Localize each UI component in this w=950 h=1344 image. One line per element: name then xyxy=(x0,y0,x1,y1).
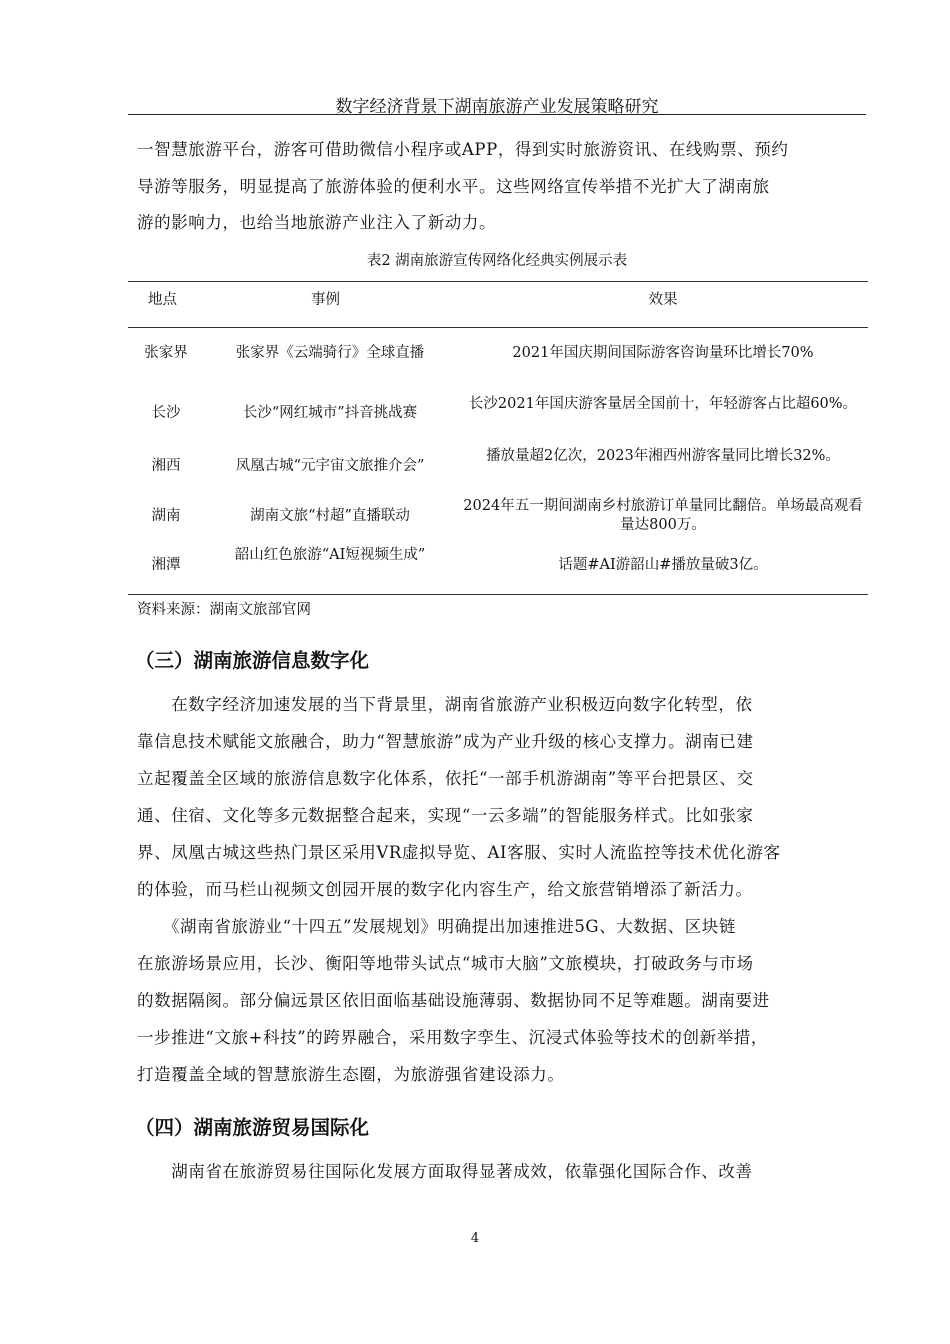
running-header: 数字经济背景下湖南旅游产业发展策略研究 xyxy=(335,97,659,117)
body-line: 在数字经济加速发展的当下背景里，湖南省旅游产业积极迈向数字化转型，依 xyxy=(137,695,753,714)
header-place: 地点 xyxy=(148,292,177,308)
body-line: 立起覆盖全区域的旅游信息数字化体系，依托“一部手机游湖南”等平台把景区、交 xyxy=(137,769,754,788)
cell-effect: 长沙2021年国庆游客量居全国前十，年轻游客占比超60%。 xyxy=(468,396,858,412)
cell-place: 湖南 xyxy=(151,508,181,524)
body-line: 在旅游场景应用，长沙、衡阳等地带头试点“城市大脑”文旅模块，打破政务与市场 xyxy=(137,954,754,973)
cell-case: 湖南文旅“村超”直播联动 xyxy=(250,508,410,524)
cell-effect: 话题#AI游韶山#播放量破3亿。 xyxy=(558,557,768,573)
intro-line: 一智慧旅游平台，游客可借助微信小程序或APP，得到实时旅游资讯、在线购票、预约 xyxy=(137,140,789,159)
header-rule xyxy=(128,114,866,115)
table-caption: 表2 湖南旅游宣传网络化经典实例展示表 xyxy=(366,253,628,269)
header-case: 事例 xyxy=(311,292,340,308)
body-line: 靠信息技术赋能文旅融合，助力“智慧旅游”成为产业升级的核心支撑力。湖南已建 xyxy=(137,732,754,751)
cell-case: 张家界《云端骑行》全球直播 xyxy=(235,345,425,361)
cell-case: 韶山红色旅游“AI短视频生成” xyxy=(234,547,426,563)
intro-line: 游的影响力，也给当地旅游产业注入了新动力。 xyxy=(137,213,497,232)
cell-place: 长沙 xyxy=(151,405,181,421)
cell-case: 凤凰古城“元宇宙文旅推介会” xyxy=(235,458,425,474)
header-effect: 效果 xyxy=(648,292,678,308)
body-line: 《湖南省旅游业“十四五”发展规划》明确提出加速推进5G、大数据、区块链 xyxy=(137,917,736,936)
page-number: 4 xyxy=(470,1231,480,1246)
table-bottom-rule xyxy=(128,594,868,595)
cell-effect: 播放量超2亿次，2023年湘西州游客量同比增长32%。 xyxy=(486,448,840,464)
body-line: 的数据隔阂。部分偏远景区依旧面临基础设施薄弱、数据协同不足等难题。湖南要进 xyxy=(137,991,770,1010)
cell-place: 湘潭 xyxy=(151,557,181,573)
intro-line: 导游等服务，明显提高了旅游体验的便利水平。这些网络宣传举措不光扩大了湖南旅 xyxy=(137,177,770,196)
body-line: 一步推进“文旅+科技”的跨界融合，采用数字孪生、沉浸式体验等技术的创新举措， xyxy=(137,1028,768,1047)
cell-place: 湘西 xyxy=(151,458,181,474)
table-top-rule xyxy=(128,281,868,282)
cell-place: 张家界 xyxy=(144,345,188,361)
body-line: 打造覆盖全域的智慧旅游生态圈，为旅游强省建设添力。 xyxy=(137,1065,565,1084)
cell-case: 长沙“网红城市”抖音挑战赛 xyxy=(242,405,418,421)
body-line: 通、住宿、文化等多元数据整合起来，实现“一云多端”的智能服务样式。比如张家 xyxy=(137,806,754,825)
body-line: 界、凤凰古城这些热门景区采用VR虚拟导览、AI客服、实时人流监控等技术优化游客 xyxy=(137,843,781,862)
cell-effect: 2024年五一期间湖南乡村旅游订单量同比翻倍。单场最高观看量达800万。 xyxy=(463,498,863,533)
section-heading: （三）湖南旅游信息数字化 xyxy=(135,649,370,672)
body-line: 湖南省在旅游贸易往国际化发展方面取得显著成效，依靠强化国际合作、改善 xyxy=(137,1162,753,1181)
section-heading: （四）湖南旅游贸易国际化 xyxy=(135,1116,370,1139)
body-line: 的体验，而马栏山视频文创园开展的数字化内容生产，给文旅营销增添了新活力。 xyxy=(137,880,753,899)
cell-effect: 2021年国庆期间国际游客咨询量环比增长70% xyxy=(512,345,814,361)
table-source: 资料来源：湖南文旅部官网 xyxy=(137,602,311,618)
table-header-rule xyxy=(128,327,868,328)
